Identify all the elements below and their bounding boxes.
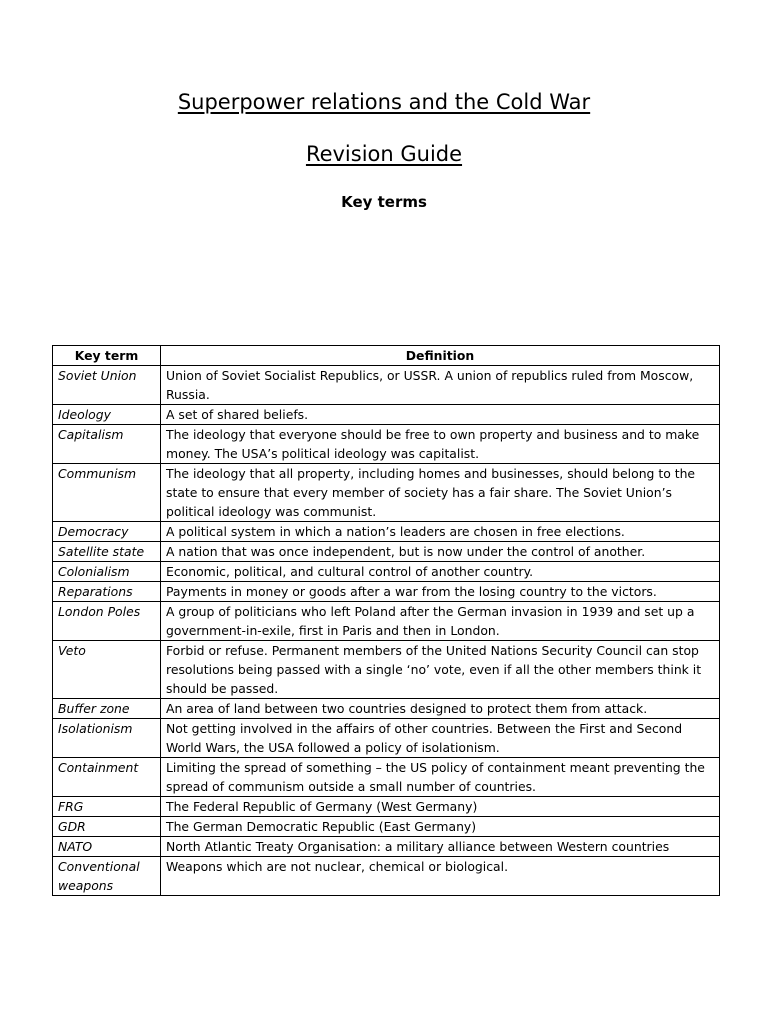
definition-cell: A nation that was once independent, but is now under the control of another. xyxy=(161,542,720,562)
table-row xyxy=(53,582,720,602)
term-cell: Veto xyxy=(53,641,161,699)
table-row xyxy=(53,464,720,522)
table-row xyxy=(53,857,720,896)
term-cell: GDR xyxy=(53,817,161,837)
definition-cell: Forbid or refuse. Permanent members of the United Nations Security Council can stop resolutions being passed with a single ‘no’ vote, even if all the other members think it should be passed. xyxy=(161,641,720,699)
term-cell: Buffer zone xyxy=(53,699,161,719)
header-definition: Definition xyxy=(161,346,720,366)
term-cell: Containment xyxy=(53,758,161,797)
table-row xyxy=(53,405,720,425)
term-cell: NATO xyxy=(53,837,161,857)
term-cell: Satellite state xyxy=(53,542,161,562)
definition-cell: The ideology that all property, including homes and businesses, should belong to the state to ensure that every member of society has a fair share. The Soviet Union’s political ideology was communist. xyxy=(161,464,720,522)
definition-cell: The German Democratic Republic (East Germany) xyxy=(161,817,720,837)
document-title: Superpower relations and the Cold War xyxy=(177,90,591,114)
table-row xyxy=(53,797,720,817)
term-cell: Colonialism xyxy=(53,562,161,582)
definition-cell: A political system in which a nation’s leaders are chosen in free elections. xyxy=(161,522,720,542)
table-row xyxy=(53,522,720,542)
definition-cell: Union of Soviet Socialist Republics, or USSR. A union of republics ruled from Moscow, Russia. xyxy=(161,366,720,405)
header-key-term: Key term xyxy=(53,346,161,366)
table-row xyxy=(53,817,720,837)
table-row xyxy=(53,699,720,719)
definition-cell: The ideology that everyone should be free to own property and business and to make money. The USA’s political ideology was capitalist. xyxy=(161,425,720,464)
definition-cell: The Federal Republic of Germany (West Germany) xyxy=(161,797,720,817)
table-row xyxy=(53,837,720,857)
definition-cell: Economic, political, and cultural control of another country. xyxy=(161,562,720,582)
definition-cell: Limiting the spread of something – the US policy of containment meant preventing the spread of communism outside a small number of countries. xyxy=(161,758,720,797)
section-heading: Key terms xyxy=(341,193,427,211)
table-row xyxy=(53,542,720,562)
table-row xyxy=(53,641,720,699)
term-cell: London Poles xyxy=(53,602,161,641)
definition-cell: Weapons which are not nuclear, chemical or biological. xyxy=(161,857,720,896)
table-row xyxy=(53,562,720,582)
term-cell: Capitalism xyxy=(53,425,161,464)
table-row xyxy=(53,719,720,758)
definition-cell: An area of land between two countries designed to protect them from attack. xyxy=(161,699,720,719)
table-header-row xyxy=(53,346,720,366)
definition-cell: North Atlantic Treaty Organisation: a military alliance between Western countries xyxy=(161,837,720,857)
definition-cell: A group of politicians who left Poland after the German invasion in 1939 and set up a government-in-exile, first in Paris and then in London. xyxy=(161,602,720,641)
term-cell: Ideology xyxy=(53,405,161,425)
definition-cell: Not getting involved in the affairs of other countries. Between the First and Second World Wars, the USA followed a policy of isolationism. xyxy=(161,719,720,758)
term-cell: Soviet Union xyxy=(53,366,161,405)
term-cell: Conventional weapons xyxy=(53,857,161,896)
table-row xyxy=(53,758,720,797)
term-cell: Communism xyxy=(53,464,161,522)
document-subtitle: Revision Guide xyxy=(305,142,463,166)
definition-cell: Payments in money or goods after a war from the losing country to the victors. xyxy=(161,582,720,602)
term-cell: Democracy xyxy=(53,522,161,542)
definition-cell: A set of shared beliefs. xyxy=(161,405,720,425)
table-row xyxy=(53,366,720,405)
table-row xyxy=(53,425,720,464)
key-terms-table xyxy=(52,345,720,896)
table-row xyxy=(53,602,720,641)
term-cell: FRG xyxy=(53,797,161,817)
term-cell: Isolationism xyxy=(53,719,161,758)
term-cell: Reparations xyxy=(53,582,161,602)
